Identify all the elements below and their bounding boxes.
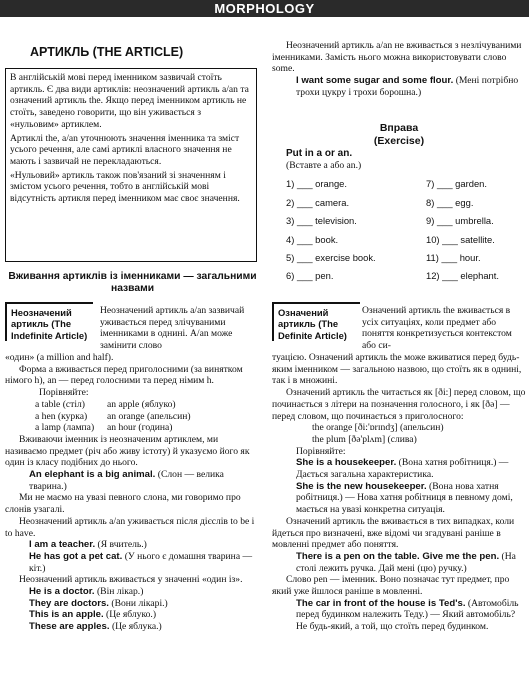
exercise-grid bbox=[272, 178, 526, 282]
intro-paragraph-2: Артиклі the, a/an уточнюють значення іменника та зміст усього речення, але самі артиклі власного значення не мають і зазвичай не перекладаються. bbox=[10, 132, 240, 167]
right-column-top bbox=[272, 40, 526, 99]
intro-paragraph-3: «Нульовий» артикль також пов'язаний зі значенням і змістом усього речення, тобто в англійській мові відсутність артикля перед іменником має своє значення. bbox=[10, 169, 240, 205]
example-housekeeper-1 bbox=[272, 457, 526, 480]
exercise-block bbox=[272, 122, 526, 282]
one-of-paragraph: Неозначений артикль вживається у значенні «один із». bbox=[19, 574, 243, 586]
compare-label-2: Порівняйте: bbox=[296, 445, 346, 457]
intro-paragraph-1: В англійській мові перед іменником зазвичай стоїть артикль. Є два види артиклів: неозначений артикль a/an та означений артикль the. Якщо перед іменником артикль не стоїть, заведено говорити, що він уживається з «нульовим» артиклем. bbox=[10, 72, 249, 130]
example-cat bbox=[5, 551, 260, 574]
example-sugar-ua: (Мені потрібно трохи цукру і трохи борошна.) bbox=[296, 75, 519, 98]
definite-article-label bbox=[272, 302, 360, 341]
indefinite-article-label bbox=[5, 302, 93, 341]
example-teacher-en: I am a teacher. bbox=[29, 539, 96, 551]
exercise-item: 11) ___ hour. bbox=[426, 252, 481, 264]
pronunciation-paragraph: Означений артикль the читається як [ði:] перед словом, що починається з літери на позначення голосного, і як [ðə] — перед словом, що починається з приголосного: bbox=[272, 387, 526, 422]
example-sugar-en: I want some sugar and some flour. bbox=[296, 75, 454, 87]
example-line bbox=[5, 598, 260, 610]
example-sugar bbox=[272, 75, 526, 98]
definite-side-text: Означений артикль the вживається в усіх ситуаціях, коли предмет або поняття конкретизується контекстом або си- bbox=[362, 305, 512, 352]
example-ua: (Це яблука.) bbox=[111, 621, 162, 633]
example-en: These are apples. bbox=[29, 621, 110, 633]
pen-paragraph: Слово pen — іменник. Воно позначає тут предмет, про який уже йшлося раніше в мовленні. bbox=[272, 574, 510, 598]
example-car bbox=[272, 598, 526, 633]
compare-row bbox=[5, 399, 260, 411]
definite-paragraph-end: туацією. Означений артикль the може вживатися перед будь-яким іменником — загальною назвою, що стоїть як в однині, так і в множині. bbox=[272, 352, 522, 387]
page-header-title: MORPHOLOGY bbox=[214, 1, 315, 16]
housekeeper-1-ua: (Вона хатня робітниця.) — Дається загальна характеристика. bbox=[296, 457, 509, 481]
exercise-item: 3) ___ television. bbox=[286, 215, 357, 227]
example-pen-en: There is a pen on the table. Give me the pen. bbox=[296, 550, 500, 562]
exercise-item: 9) ___ umbrella. bbox=[426, 215, 494, 227]
indefinite-article-label-text: Неозначений артикль (The Indefinite Article) bbox=[11, 307, 88, 341]
example-housekeeper-2 bbox=[272, 481, 526, 516]
housekeeper-2-en: She is the new housekeeper. bbox=[296, 480, 427, 492]
article-title: АРТИКЛЬ (THE ARTICLE) bbox=[30, 45, 184, 59]
intro-box bbox=[5, 68, 257, 262]
compare-row bbox=[5, 422, 260, 434]
known-object-paragraph: Означений артикль the вживається в тих випадках, коли йдеться про визначені, вже відомі чи згадувані раніше в мовленні предмет або поняття. bbox=[272, 515, 515, 551]
compare-a: a table (стіл) bbox=[35, 398, 85, 410]
right-column-body bbox=[272, 352, 526, 633]
exercise-item: 12) ___ elephant. bbox=[426, 270, 499, 282]
example-elephant-ua: (Слон — велика тварина.) bbox=[29, 469, 224, 492]
definite-article-label-text: Означений артикль (The Definite Article) bbox=[278, 307, 347, 341]
tobe-paragraph: Неозначений артикль a/an уживається після дієслів to be і to have. bbox=[5, 515, 255, 539]
example-ua: (Це яблуко.) bbox=[106, 609, 157, 621]
housekeeper-1-en: She is a housekeeper. bbox=[296, 457, 397, 469]
left-column-body bbox=[5, 352, 260, 633]
example-line bbox=[5, 586, 260, 598]
example-teacher bbox=[5, 539, 260, 551]
compare-an: an hour (година) bbox=[107, 422, 173, 434]
compare-a: a hen (курка) bbox=[35, 410, 88, 422]
example-elephant-en: An elephant is a big animal. bbox=[29, 469, 156, 481]
exercise-instruction-ua: (Вставте a або an.) bbox=[286, 160, 362, 172]
example-en: He is a doctor. bbox=[29, 586, 95, 598]
exercise-item: 5) ___ exercise book. bbox=[286, 252, 376, 264]
class-paragraph: Вживаючи іменник із неозначеним артиклем, ми називаємо предмет (річ або живу істоту) й указуємо його як один із класу подібних до нього. bbox=[5, 433, 250, 469]
example-cat-ua: (У нього є домашня тварина — кіт.) bbox=[29, 550, 253, 574]
example-elephant bbox=[5, 469, 260, 492]
example-car-en: The car in front of the house is Ted's. bbox=[296, 597, 466, 609]
compare-row bbox=[5, 411, 260, 423]
elephant-paragraph: Ми не маємо на увазі певного слона, ми говоримо про слонів узагалі. bbox=[5, 492, 241, 516]
example-line bbox=[5, 609, 260, 621]
exercise-subtitle: (Exercise) bbox=[373, 135, 425, 148]
form-paragraph: Форма a вживається перед приголосними (за винятком німого h), an — перед голосними та перед німим h. bbox=[5, 363, 243, 387]
exercise-item: 10) ___ satellite. bbox=[426, 233, 495, 245]
example-cat-en: He has got a pet cat. bbox=[29, 550, 123, 562]
compare-an: an apple (яблуко) bbox=[107, 398, 176, 410]
page-header-bar bbox=[0, 0, 529, 17]
compare-a: a lamp (лампа) bbox=[35, 422, 95, 434]
example-ua: (Він лікар.) bbox=[96, 586, 144, 598]
exercise-item: 6) ___ pen. bbox=[286, 270, 334, 282]
example-line bbox=[5, 621, 260, 633]
pronunciation-example-1: the orange [ði:'ɒrɪndʒ] (апельсин) bbox=[312, 422, 444, 434]
exercise-instruction: Put in a or an. bbox=[286, 148, 353, 160]
compare-label: Порівняйте: bbox=[39, 387, 89, 399]
uncountable-paragraph: Неозначений артикль a/an не вживається з незлічуваними іменниками. Замість нього можна використовувати слово some. bbox=[272, 40, 522, 75]
example-pen-ua: (На столі лежить ручка. Дай мені (цю) ручку.) bbox=[296, 550, 516, 574]
exercise-item: 4) ___ book. bbox=[286, 233, 339, 245]
example-car-ua: (Автомобіль перед будинком належить Теду.) — Який автомобіль? Не будь-який, а той, що стоїть перед будинком. bbox=[296, 597, 519, 633]
example-en: They are doctors. bbox=[29, 597, 109, 609]
exercise-title: Вправа bbox=[379, 122, 419, 134]
compare-an: an orange (апельсин) bbox=[107, 410, 191, 422]
exercise-item: 1) ___ orange. bbox=[286, 178, 347, 190]
example-pen bbox=[272, 551, 526, 574]
example-ua: (Вони лікарі.) bbox=[111, 597, 168, 609]
pronunciation-example-2: the plum [ðə'plʌm] (слива) bbox=[312, 433, 417, 445]
indefinite-side-text: Неозначений артикль a/an зазвичай уживається перед злічуваними іменниками в однині. A/an може замінити слово bbox=[100, 305, 245, 352]
exercise-item: 8) ___ egg. bbox=[426, 196, 474, 208]
example-en: This is an apple. bbox=[29, 609, 104, 621]
example-teacher-ua: (Я вчитель.) bbox=[97, 539, 147, 551]
exercise-item: 2) ___ camera. bbox=[286, 196, 350, 208]
housekeeper-2-ua: (Вона нова хатня робітниця.) — Нова хатня робітниця в певному домі, мається на увазі конкретна ситуація. bbox=[296, 480, 513, 516]
exercise-item: 7) ___ garden. bbox=[426, 178, 487, 190]
indefinite-paragraph-end: «один» (a million and half). bbox=[5, 352, 114, 363]
section-title-common-nouns: Вживання артиклів із іменниками — загальними назвами bbox=[8, 271, 257, 295]
